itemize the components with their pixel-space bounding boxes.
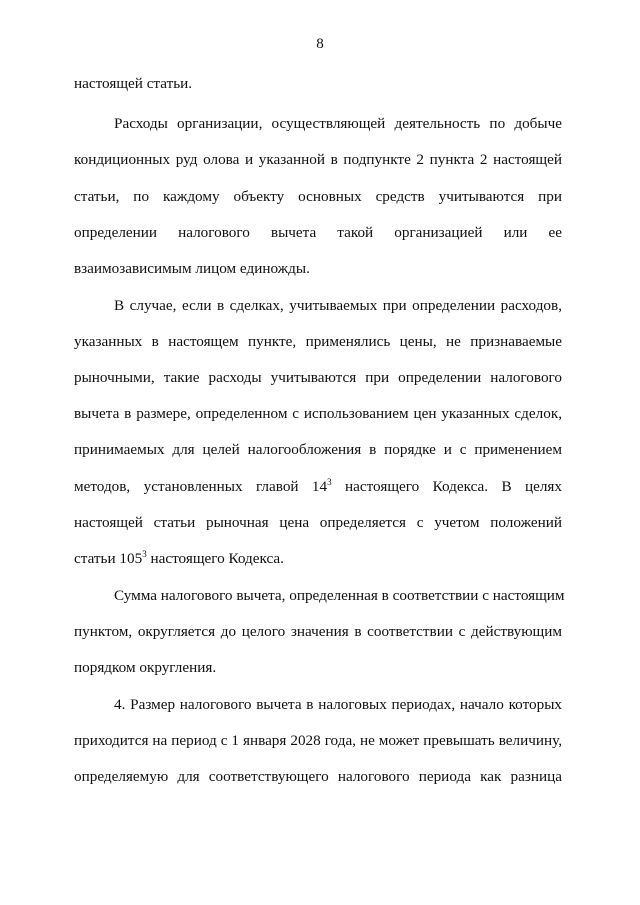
text-line: настоящей статьи. <box>74 75 193 92</box>
text-line: рыночными, такие расходы учитываются при определении налогового <box>74 369 562 386</box>
text-line: взаимозависимым лицом единожды. <box>74 260 310 277</box>
text-line: определении налогового вычета такой организацией или ее <box>74 224 562 241</box>
text-line: порядком округления. <box>74 659 217 676</box>
page-number: 8 <box>316 36 324 52</box>
text-line: 4. Размер налогового вычета в налоговых периодах, начало которых <box>114 696 562 713</box>
text-line: приходится на период с 1 января 2028 года, не может превышать величину, <box>74 732 562 749</box>
text-line: настоящей статьи рыночная цена определяется с учетом положений <box>74 514 562 531</box>
text-line: определяемую для соответствующего налогового периода как разница <box>74 768 562 785</box>
line-text: методов, установленных главой 14 <box>74 478 328 495</box>
text-line: Сумма налогового вычета, определенная в соответствии с настоящим <box>114 587 565 604</box>
text-line: вычета в размере, определенном с использованием цен указанных сделок, <box>74 405 562 422</box>
superscript: 3 <box>327 477 332 487</box>
superscript: 3 <box>142 549 147 559</box>
text-line-with-superscript <box>74 477 562 497</box>
line-text: статьи 105 <box>74 550 143 567</box>
text-line-with-superscript <box>74 549 562 569</box>
text-line: принимаемых для целей налогообложения в порядке и с применением <box>74 441 562 458</box>
text-line: Расходы организации, осуществляющей деятельность по добыче <box>114 115 562 132</box>
text-line: В случае, если в сделках, учитываемых при определении расходов, <box>114 297 562 314</box>
text-line: статьи, по каждому объекту основных средств учитываются при <box>74 188 562 205</box>
text-line: кондиционных руд олова и указанной в подпункте 2 пункта 2 настоящей <box>74 151 562 168</box>
text-line: пунктом, округляется до целого значения в соответствии с действующим <box>74 623 562 640</box>
line-text: настоящего Кодекса. В целях <box>331 478 562 495</box>
line-text: настоящего Кодекса. <box>146 550 284 567</box>
text-line: указанных в настоящем пункте, применялись цены, не признаваемые <box>74 333 562 350</box>
